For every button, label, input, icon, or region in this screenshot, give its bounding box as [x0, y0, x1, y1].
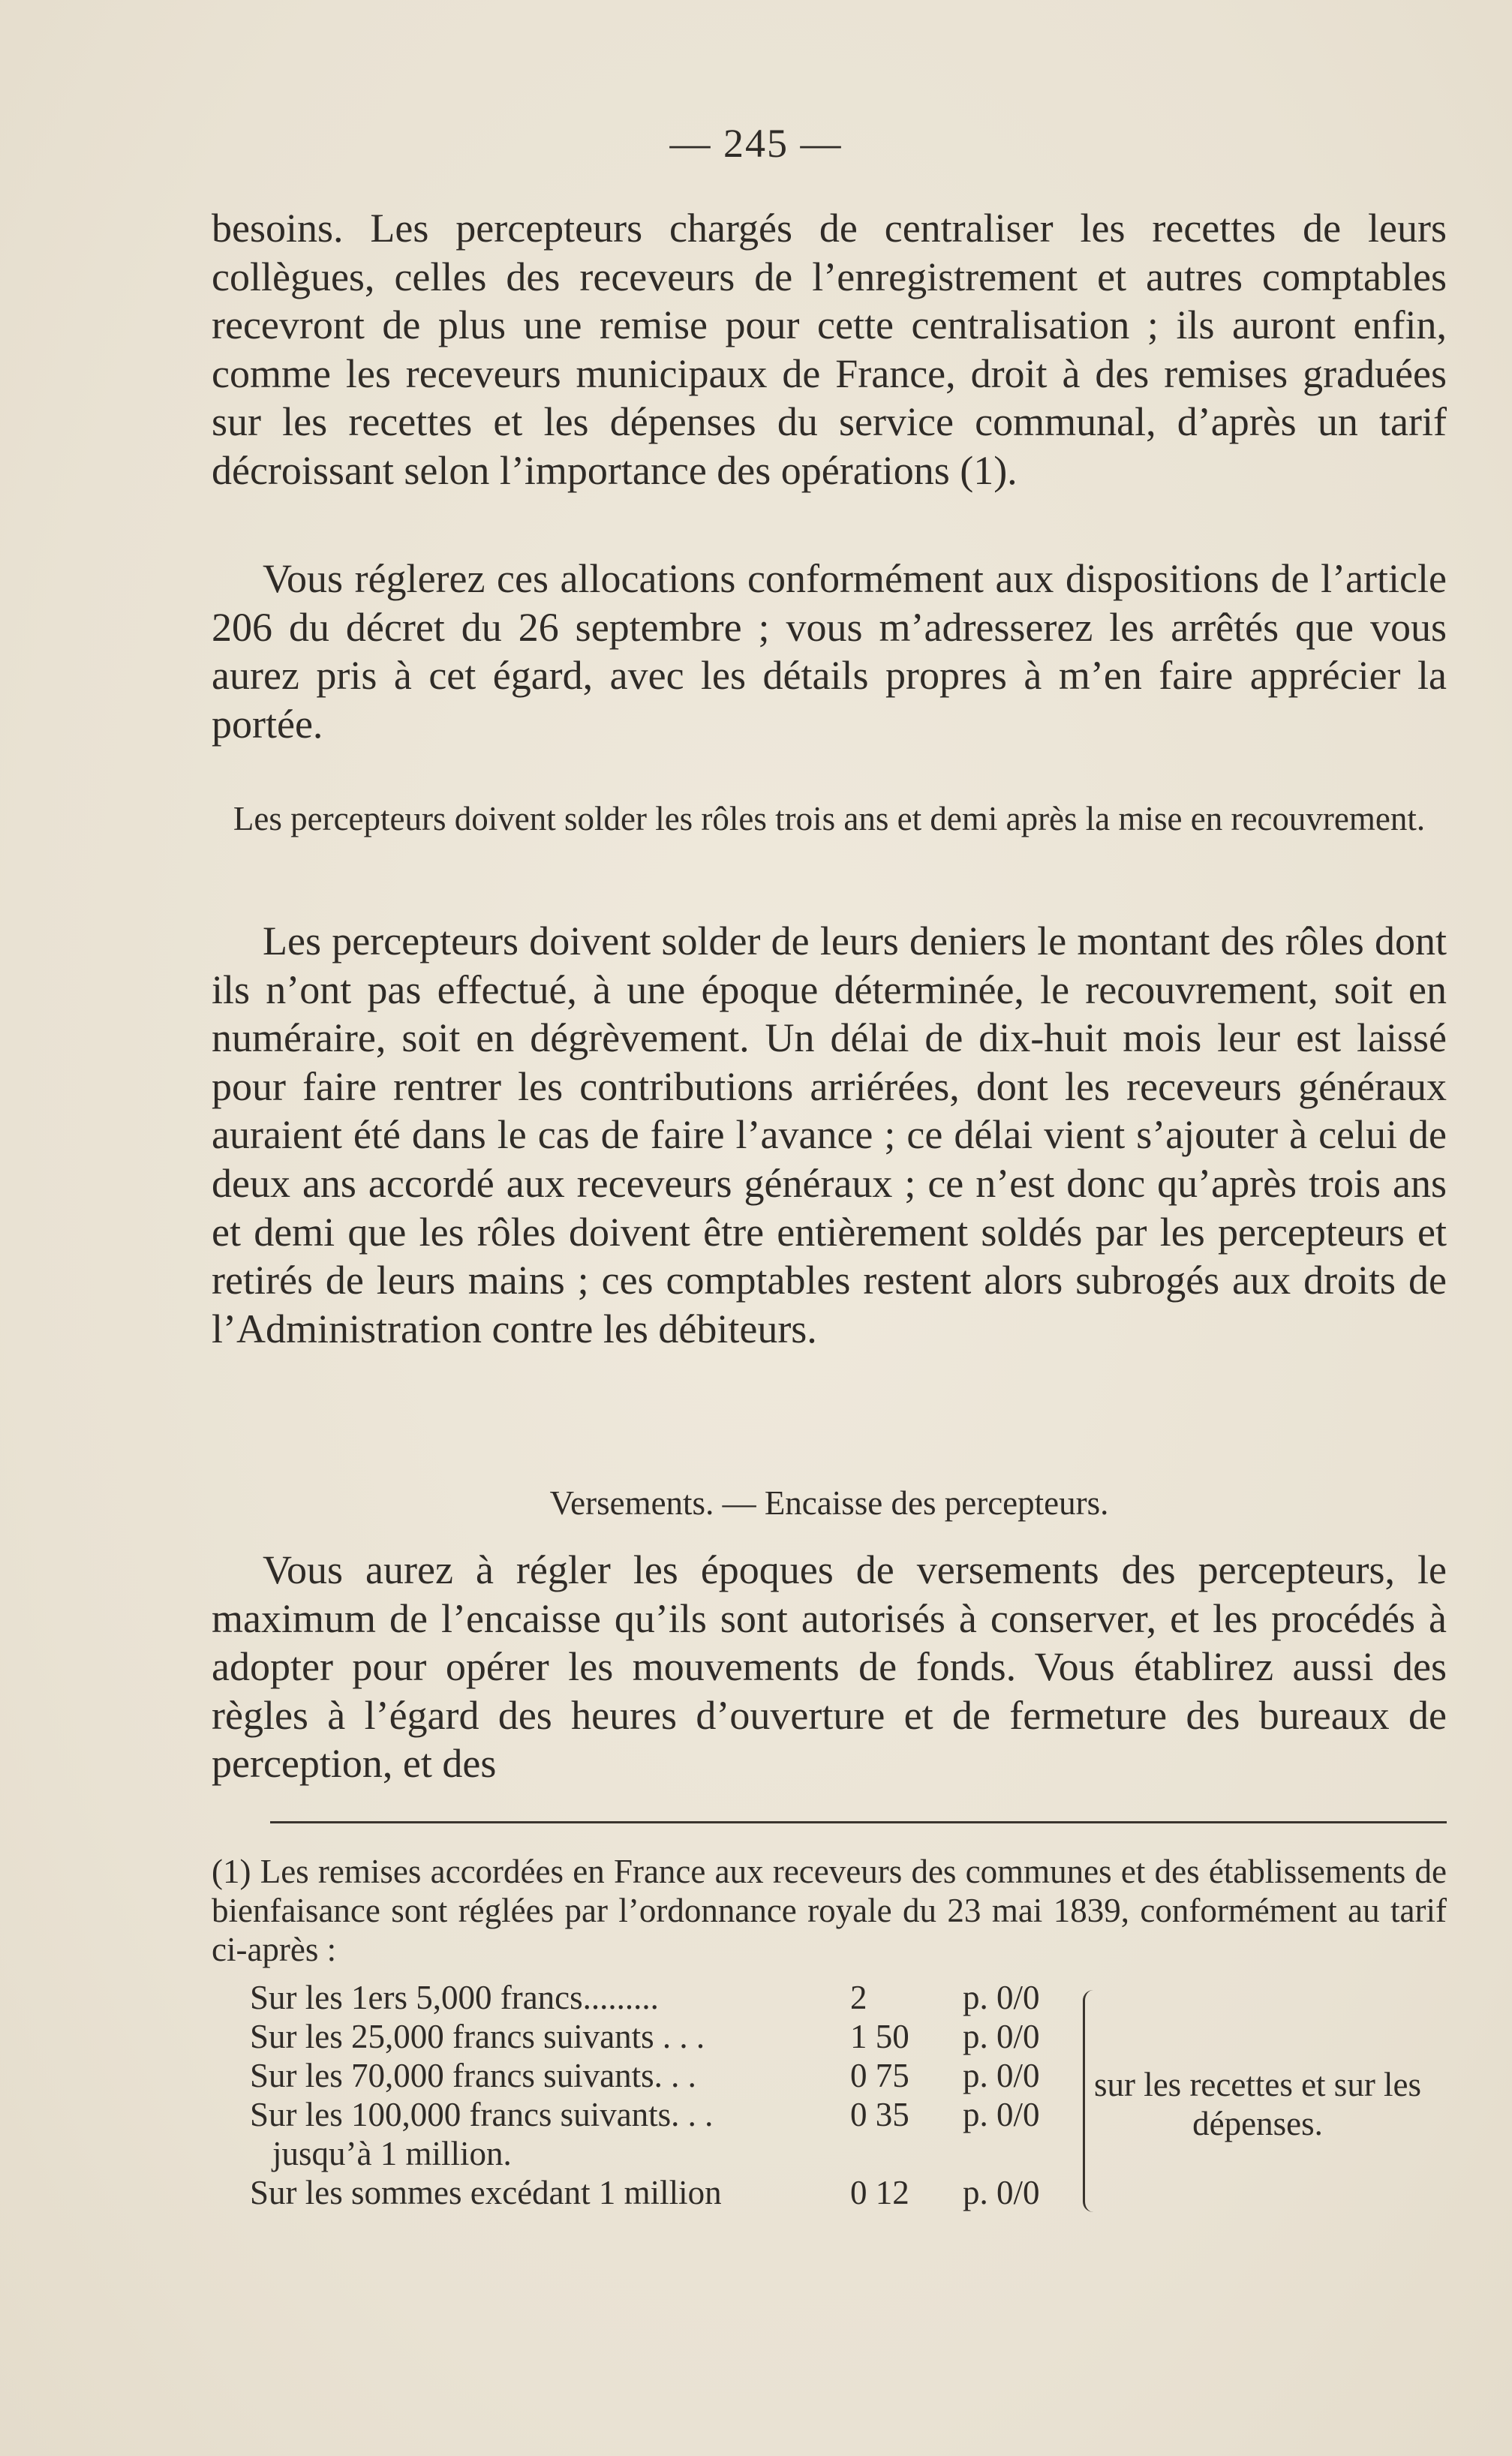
tarif-unit [966, 2134, 1075, 2173]
section-heading-solder-roles: Les percepteurs doivent solder les rôles trois ans et demi après la mise en recouvrement. [233, 800, 1426, 837]
tarif-rate: 2 [850, 1979, 867, 2016]
tarif-label: Sur les 1ers 5,000 francs......... [250, 1979, 659, 2016]
tarif-label: Sur les 100,000 francs suivants. . . [250, 2096, 714, 2133]
tarif-unit: p. 0/0 [963, 2018, 1040, 2055]
tarif-unit: p. 0/0 [963, 2057, 1040, 2094]
tarif-rate: 0 75 [850, 2057, 909, 2094]
tarif-row [250, 2056, 1075, 2095]
tarif-row [250, 2017, 1075, 2056]
tarif-rate: 0 12 [850, 2174, 909, 2211]
tarif-label: jusqu’à 1 million. [272, 2135, 512, 2172]
tarif-unit: p. 0/0 [963, 2174, 1040, 2211]
tarif-row [250, 2095, 1075, 2134]
tarif-row [250, 2134, 1075, 2173]
tarif-rate: 1 50 [850, 2018, 909, 2055]
paragraph-1: besoins. Les percepteurs chargés de centraliser les recettes de leurs collègues, celles des receveurs de l’enregistrement et autres comptables recevront de plus une remise pour cette centralisation ; ils auront enfin, comme les receveurs municipaux de France, droit à des remises graduées sur les recettes et les dépenses du service communal, d’après un tarif décroissant selon l’importance des opérations (1). [212, 206, 1447, 493]
tarif-unit: p. 0/0 [963, 1979, 1040, 2016]
tarif-brace-note: sur les recettes et sur les dépenses. [1093, 2066, 1422, 2142]
tarif-label: Sur les 25,000 francs suivants . . . [250, 2018, 705, 2055]
tarif-row [250, 2173, 1075, 2212]
tarif-rate [856, 2134, 966, 2173]
paragraph-2: Vous réglerez ces allocations conformément aux dispositions de l’article 206 du décret du 26 septembre ; vous m’adresserez les arrêtés que vous aurez pris à cet égard, avec les détails propres à m’en faire apprécier la portée. [212, 556, 1447, 747]
footnote-divider [270, 1821, 1447, 1823]
tarif-row [250, 1978, 1075, 2017]
tarif-unit: p. 0/0 [963, 2096, 1040, 2133]
footnote-text: (1) Les remises accordées en France aux receveurs des communes et des établissements de bienfaisance sont réglées par l’ordonnance royale du 23 mai 1839, conformément au tarif ci-après : [212, 1853, 1447, 1968]
tarif-rate: 0 35 [850, 2096, 909, 2133]
page-number: — 245 — [669, 121, 843, 166]
tarif-label: Sur les sommes excédant 1 million [250, 2174, 722, 2211]
tarif-table [250, 1978, 1075, 2212]
section-heading-versements: Versements. — Encaisse des percepteurs. [549, 1484, 1109, 1522]
paragraph-3: Les percepteurs doivent solder de leurs deniers le montant des rôles dont ils n’ont pas effectué, à une époque déterminée, le recouvrement, soit en numéraire, soit en dégrèvement. Un délai de dix-huit mois leur est laissé pour faire rentrer les contributions arriérées, dont les receveurs généraux auraient été dans le cas de faire l’avance ; ce délai vient s’ajouter à celui de deux ans accordé aux receveurs généraux ; ce n’est donc qu’après trois ans et demi que les rôles doivent être entièrement soldés par les percepteurs et retirés de leurs mains ; ces comptables restent alors subrogés aux droits de l’Administration contre les débiteurs. [212, 918, 1447, 1351]
tarif-label: Sur les 70,000 francs suivants. . . [250, 2057, 696, 2094]
paragraph-4: Vous aurez à régler les époques de versements des percepteurs, le maximum de l’encaisse qu’ils sont autorisés à conserver, et les procédés à adopter pour opérer les mouvements de fonds. Vous établirez aussi des règles à l’égard des heures d’ouverture et de fermeture des bureaux de perception, et des [212, 1547, 1447, 1787]
